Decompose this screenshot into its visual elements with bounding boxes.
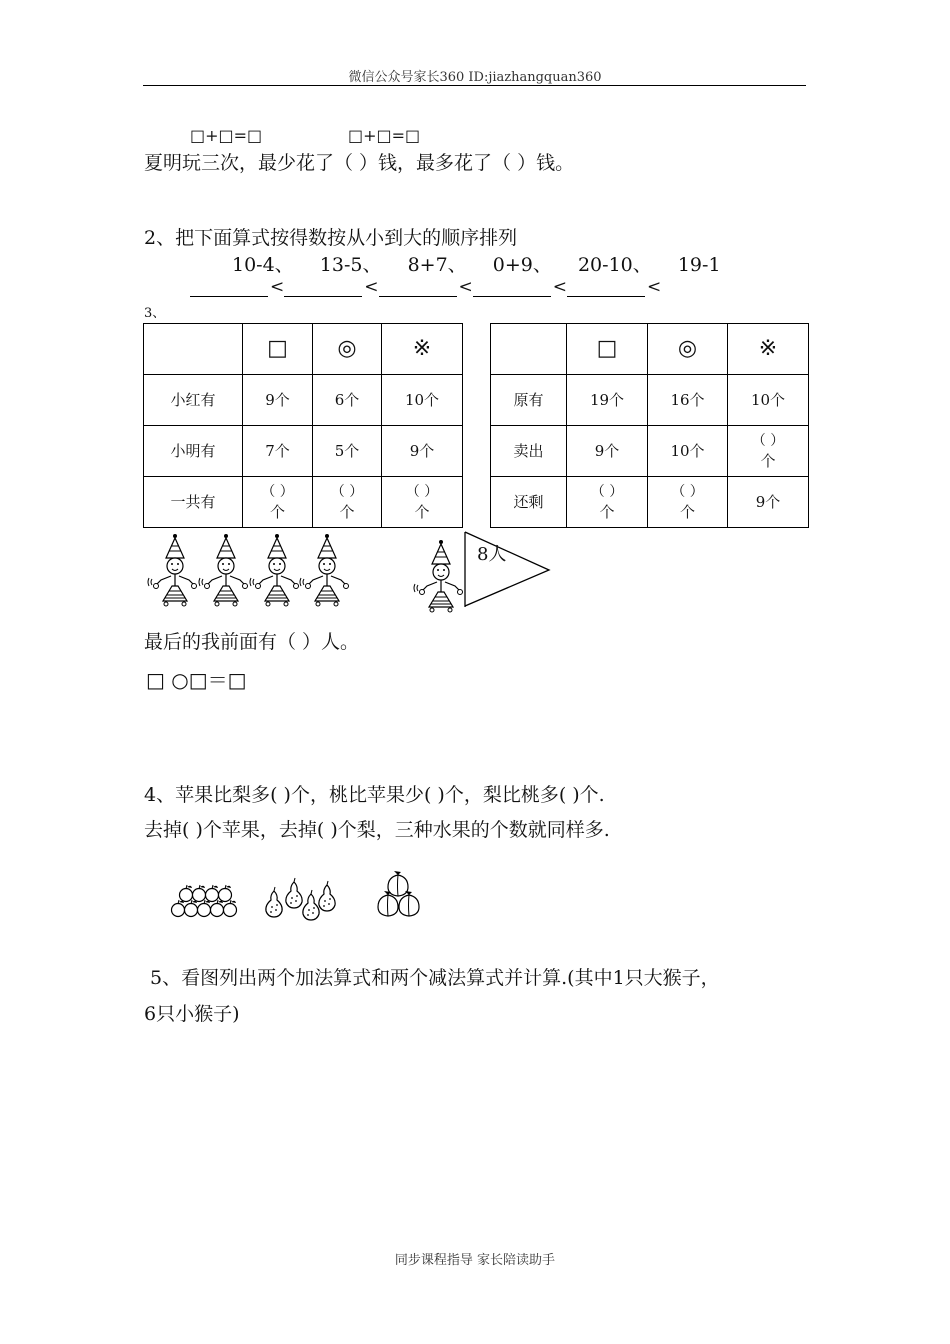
table-cell: 19个 [567, 375, 648, 426]
table-row [144, 375, 463, 426]
q2-expr-5: 20-10、 [577, 254, 652, 276]
q5-line1: 5、看图列出两个加法算式和两个减法算式并计算.(其中1只大猴子， [144, 967, 720, 989]
lt-sign: < [647, 277, 662, 297]
bullseye-icon: ◎ [648, 324, 728, 375]
table-cell: 10个 [382, 375, 463, 426]
pear-group [266, 878, 335, 920]
table-cell: 9个 [382, 426, 463, 477]
q2-blank-4[interactable] [473, 280, 551, 297]
q2-expr-3: 8+7、 [407, 254, 467, 276]
header-divider [143, 85, 806, 86]
table-cell: 9个 [728, 477, 809, 528]
row-label: 还剩 [491, 477, 567, 528]
q1-equation-left: □+□=□ [190, 126, 263, 145]
answer-cell[interactable]: （ ） 个 [567, 477, 648, 528]
page-footer: 同步课程指导 家长陪读助手 [394, 1253, 556, 1268]
q3-question: 最后的我前面有（ ）人。 [144, 631, 360, 653]
table-row [491, 426, 809, 477]
table-header-row [144, 324, 463, 375]
row-label: 原有 [491, 375, 567, 426]
q2-blank-5[interactable] [567, 280, 645, 297]
table-cell: 7个 [243, 426, 313, 477]
flag-label: 8人 [477, 544, 507, 565]
q5-line2: 6只小猴子) [144, 1003, 240, 1025]
q3-table-right [490, 323, 809, 528]
table-cell: 9个 [243, 375, 313, 426]
q3-equation: □ ○□＝□ [146, 668, 247, 692]
table-row [144, 477, 463, 528]
answer-cell[interactable]: （ ） 个 [243, 477, 313, 528]
square-icon: □ [243, 324, 313, 375]
q1-sentence: 夏明玩三次，最少花了（ ）钱，最多花了（ ）钱。 [144, 152, 575, 174]
lt-sign: < [270, 277, 285, 297]
q4-line1: 4、苹果比梨多( )个，桃比苹果少( )个，梨比桃多( )个. [144, 784, 605, 806]
answer-cell[interactable]: （ ） 个 [313, 477, 382, 528]
table-row [144, 426, 463, 477]
reference-mark-icon: ※ [382, 324, 463, 375]
q2-title: 2、把下面算式按得数按从小到大的顺序排列 [144, 227, 518, 249]
q2-expr-6: 19-1 [677, 254, 721, 276]
square-icon: □ [567, 324, 648, 375]
bullseye-icon: ◎ [313, 324, 382, 375]
kid-figure [250, 534, 299, 606]
reference-mark-icon: ※ [728, 324, 809, 375]
q4-line2: 去掉( )个苹果，去掉( )个梨，三种水果的个数就同样多. [144, 819, 610, 841]
table-header-row [491, 324, 809, 375]
header-cell-empty [144, 324, 243, 375]
page-header: 微信公众号家长360 ID:jiazhangquan360 [348, 70, 602, 85]
table-cell: 16个 [648, 375, 728, 426]
kid-figure [199, 534, 248, 606]
table-cell: 5个 [313, 426, 382, 477]
row-label: 小明有 [144, 426, 243, 477]
q2-blank-3[interactable] [379, 280, 457, 297]
q2-answer-blanks [190, 277, 661, 297]
kid-figure [300, 534, 349, 606]
row-label: 小红有 [144, 375, 243, 426]
q2-expressions [232, 250, 721, 277]
peach-group [378, 871, 419, 916]
table-cell: 10个 [648, 426, 728, 477]
q2-expr-4: 0+9、 [492, 254, 552, 276]
answer-cell[interactable]: （ ） 个 [728, 426, 809, 477]
apple-group [172, 885, 237, 917]
table-cell: 9个 [567, 426, 648, 477]
lt-sign: < [364, 277, 379, 297]
kid-figure [414, 540, 463, 612]
q2-expr-1: 10-4、 [232, 254, 294, 276]
table-cell: 10个 [728, 375, 809, 426]
row-label: 卖出 [491, 426, 567, 477]
answer-cell[interactable]: （ ） 个 [382, 477, 463, 528]
table-cell: 6个 [313, 375, 382, 426]
header-cell-empty [491, 324, 567, 375]
lt-sign: < [458, 277, 473, 297]
q2-blank-1[interactable] [190, 280, 268, 297]
kid-figure [148, 534, 197, 606]
q2-expr-2: 13-5、 [319, 254, 382, 276]
table-row [491, 375, 809, 426]
q2-blank-2[interactable] [284, 280, 362, 297]
row-label: 一共有 [144, 477, 243, 528]
q1-equation-right: □+□=□ [348, 126, 421, 145]
q3-number: 3、 [144, 306, 166, 321]
answer-cell[interactable]: （ ） 个 [648, 477, 728, 528]
lt-sign: < [552, 277, 567, 297]
q3-table-left [143, 323, 463, 528]
table-row [491, 477, 809, 528]
